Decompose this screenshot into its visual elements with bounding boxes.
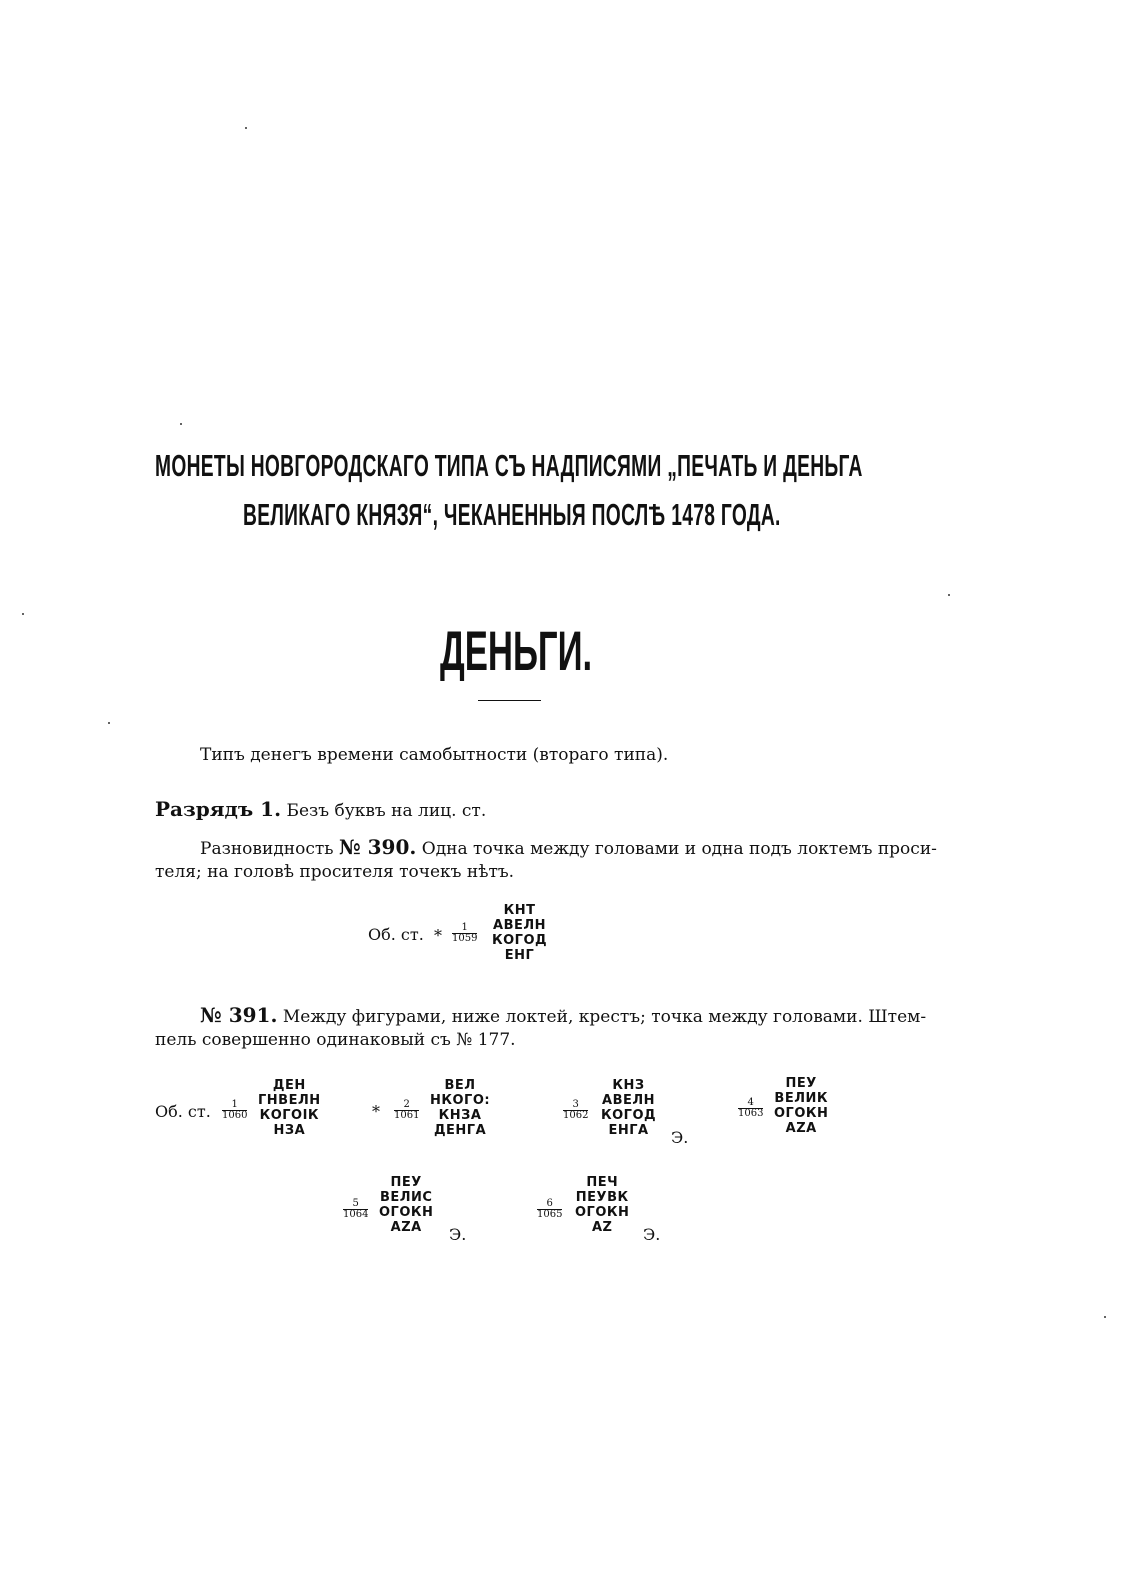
coin-1062 — [563, 1078, 703, 1148]
coin-side-label: Об. ст. — [368, 925, 424, 944]
legend-line: НКОГО: — [430, 1093, 491, 1108]
variety-390-text: Одна точка между головами и одна подъ локтемъ проси- — [421, 839, 937, 859]
variety-390-prefix: Разновидность — [200, 839, 334, 859]
plate-fraction — [537, 1199, 562, 1220]
category-line — [155, 797, 486, 821]
mint-mark: Э. — [671, 1128, 689, 1147]
fraction-denominator: 1064 — [343, 1209, 369, 1220]
legend-line: КОГОД — [601, 1108, 657, 1123]
plate-fraction — [222, 1100, 247, 1121]
variety-390-number: № 390. — [338, 835, 417, 859]
legend-line: ОГОКН — [379, 1205, 434, 1220]
legend-line: АВЕЛН — [493, 918, 547, 933]
legend-line: АВЕЛН — [602, 1093, 656, 1108]
fraction-denominator: 1060 — [222, 1110, 248, 1121]
variety-391-text: Между фигурами, ниже локтей, крестъ; точка между головами. Штем- — [282, 1007, 927, 1027]
coin-1060 — [222, 1078, 352, 1148]
coin-legend — [379, 1175, 433, 1235]
legend-line: КНЗ — [612, 1078, 645, 1093]
fraction-numerator: 4 — [738, 1098, 763, 1109]
legend-line: ЕНГА — [608, 1123, 649, 1138]
coin-legend — [575, 1175, 629, 1235]
variety-391-line1 — [200, 1003, 926, 1027]
star-mark: * — [372, 1102, 380, 1121]
legend-line: АZ — [591, 1220, 613, 1235]
mint-mark: Э. — [449, 1225, 467, 1244]
fraction-numerator: 5 — [343, 1199, 368, 1210]
scan-speck — [245, 127, 247, 129]
fraction-numerator: 6 — [537, 1199, 562, 1210]
legend-line: ПЕЧ — [586, 1175, 619, 1190]
legend-line: ВЕЛИС — [379, 1190, 433, 1205]
fraction-denominator: 1063 — [738, 1108, 764, 1119]
plate-fraction — [452, 923, 477, 944]
coin-legend — [774, 1076, 828, 1136]
fraction-denominator: 1061 — [394, 1110, 420, 1121]
legend-line: ПЕУВК — [575, 1190, 629, 1205]
scan-speck — [180, 423, 182, 425]
legend-line: ГНВЕЛН — [258, 1093, 321, 1108]
fraction-denominator: 1059 — [452, 933, 478, 944]
fraction-numerator: 3 — [563, 1100, 588, 1111]
coin-1061 — [372, 1078, 512, 1148]
legend-line: КНТ — [503, 903, 536, 918]
coin-legend — [258, 1078, 321, 1138]
scan-speck — [22, 613, 24, 615]
legend-line: КНЗА — [438, 1108, 482, 1123]
category-label: Разрядъ 1. — [155, 797, 282, 821]
plate-fraction — [738, 1098, 763, 1119]
type-line: Типъ денегъ времени самобытности (втораго типа). — [200, 745, 669, 765]
variety-391-line2: пель совершенно одинаковый съ № 177. — [155, 1030, 516, 1050]
coin-1064 — [343, 1175, 483, 1245]
legend-line: КОГОІК — [259, 1108, 320, 1123]
fraction-denominator: 1065 — [537, 1209, 563, 1220]
legend-line: ПЕУ — [390, 1175, 422, 1190]
title-divider — [478, 700, 541, 701]
fraction-numerator: 1 — [452, 923, 477, 934]
plate-fraction — [394, 1100, 419, 1121]
legend-line: НЗА — [273, 1123, 306, 1138]
legend-line: ДЕНГА — [433, 1123, 487, 1138]
variety-390-line2: теля; на головѣ просителя точекъ нѣтъ. — [155, 862, 515, 882]
coin-legend — [601, 1078, 656, 1138]
legend-line: ПЕУ — [785, 1076, 817, 1091]
scan-speck — [108, 722, 110, 724]
legend-line: ДЕН — [272, 1078, 306, 1093]
scan-speck — [1104, 1316, 1106, 1318]
fraction-numerator: 1 — [222, 1100, 247, 1111]
legend-line: ВЕЛ — [444, 1078, 476, 1093]
fraction-denominator: 1062 — [563, 1110, 589, 1121]
plate-fraction — [563, 1100, 588, 1121]
coin-legend — [430, 1078, 490, 1138]
legend-line: ЕНГ — [504, 948, 535, 963]
coin-1063 — [738, 1076, 858, 1146]
page-title-line1: МОНЕТЫ НОВГОРОДСКАГО ТИПА СЪ НАДПИСЯМИ „ПЕЧАТЬ И ДЕНЬГА — [155, 448, 863, 483]
legend-line: ОГОКН — [575, 1205, 630, 1220]
category-text: Безъ буквъ на лиц. ст. — [286, 801, 487, 821]
legend-line: ОГОКН — [774, 1106, 829, 1121]
coin-legend — [492, 903, 547, 963]
legend-line: АZА — [785, 1121, 817, 1136]
section-title: ДЕНЬГИ. — [440, 619, 593, 682]
fraction-numerator: 2 — [394, 1100, 419, 1111]
variety-390-line1 — [200, 835, 937, 859]
plate-fraction — [343, 1199, 368, 1220]
legend-line: ВЕЛИК — [774, 1091, 828, 1106]
coin-side-label: Об. ст. — [155, 1102, 211, 1121]
legend-line: КОГОД — [492, 933, 548, 948]
coin-1065 — [537, 1175, 677, 1245]
variety-391-number: № 391. — [200, 1003, 278, 1027]
coin-1059 — [368, 903, 568, 965]
star-mark: * — [434, 926, 442, 945]
scan-speck — [948, 594, 950, 596]
legend-line: АZА — [390, 1220, 422, 1235]
page-title-line2: ВЕЛИКАГО КНЯЗЯ“, ЧЕКАНЕННЫЯ ПОСЛѢ 1478 ГОДА. — [243, 497, 781, 532]
mint-mark: Э. — [643, 1225, 661, 1244]
